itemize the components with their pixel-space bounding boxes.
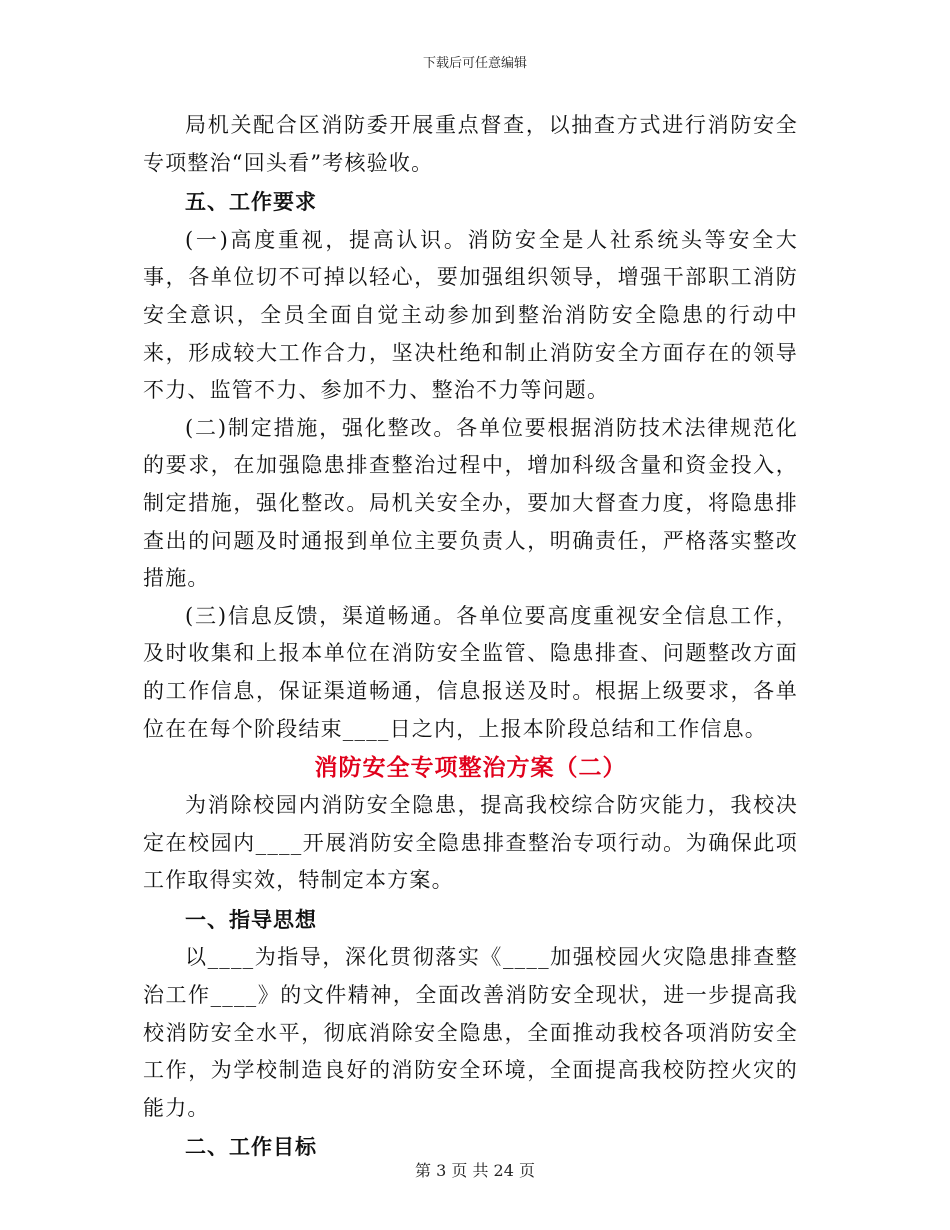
paragraph-intro: 局机关配合区消防委开展重点督查，以抽查方式进行消防安全专项整治“回头看”考核验收。 xyxy=(143,113,798,175)
paragraph-requirement-1: (一)高度重视，提高认识。消防安全是人社系统头等安全大事，各单位切不可掉以轻心，要加强组织领导，增强干部职工消防安全意识，全员全面自觉主动参加到整治消防安全隐患的行动中来，形成较大工作合力，坚决杜绝和制止消防安全方面存在的领导不力、监管不力、参加不力、整治不力等问题。 xyxy=(143,227,798,403)
section-title: 消防安全专项整治方案（二） xyxy=(314,754,627,782)
paragraph-requirement-2: (二)制定措施，强化整改。各单位要根据消防技术法律规范化的要求，在加强隐患排查整治过程中，增加科级含量和资金投入，制定措施，强化整改。局机关安全办，要加大督查力度，将隐患排查出的问题及时通报到单位主要负责人，明确责任，严格落实整改措施。 xyxy=(143,415,798,591)
paragraph-section2-intro: 为消除校园内消防安全隐患，提高我校综合防灾能力，我校决定在校园内____开展消防安全隐患排查整治专项行动。为确保此项工作取得实效，特制定本方案。 xyxy=(143,793,798,893)
paragraph-requirement-3: (三)信息反馈，渠道畅通。各单位要高度重视安全信息工作，及时收集和上报本单位在消防安全监管、隐患排查、问题整改方面的工作信息，保证渠道畅通，信息报送及时。根据上级要求，各单位在在每个阶段结束____日之内，上报本阶段总结和工作信息。 xyxy=(143,603,798,741)
heading-work-goals: 二、工作目标 xyxy=(185,1135,317,1160)
heading-work-requirements: 五、工作要求 xyxy=(185,190,317,215)
heading-guiding-ideology: 一、指导思想 xyxy=(185,907,317,932)
paragraph-guiding-ideology: 以____为指导，深化贯彻落实《____加强校园火灾隐患排查整治工作____》的文件精神，全面改善消防安全现状，进一步提高我校消防安全水平，彻底消除安全隐患，全面推动我校各项消防安全工作，为学校制造良好的消防安全环境，全面提高我校防控火灾的能力。 xyxy=(143,945,798,1120)
document-body xyxy=(143,107,798,1167)
page-footer-number: 第 3 页 共 24 页 xyxy=(415,1161,535,1180)
page-header-note: 下载后可任意编辑 xyxy=(422,56,527,71)
